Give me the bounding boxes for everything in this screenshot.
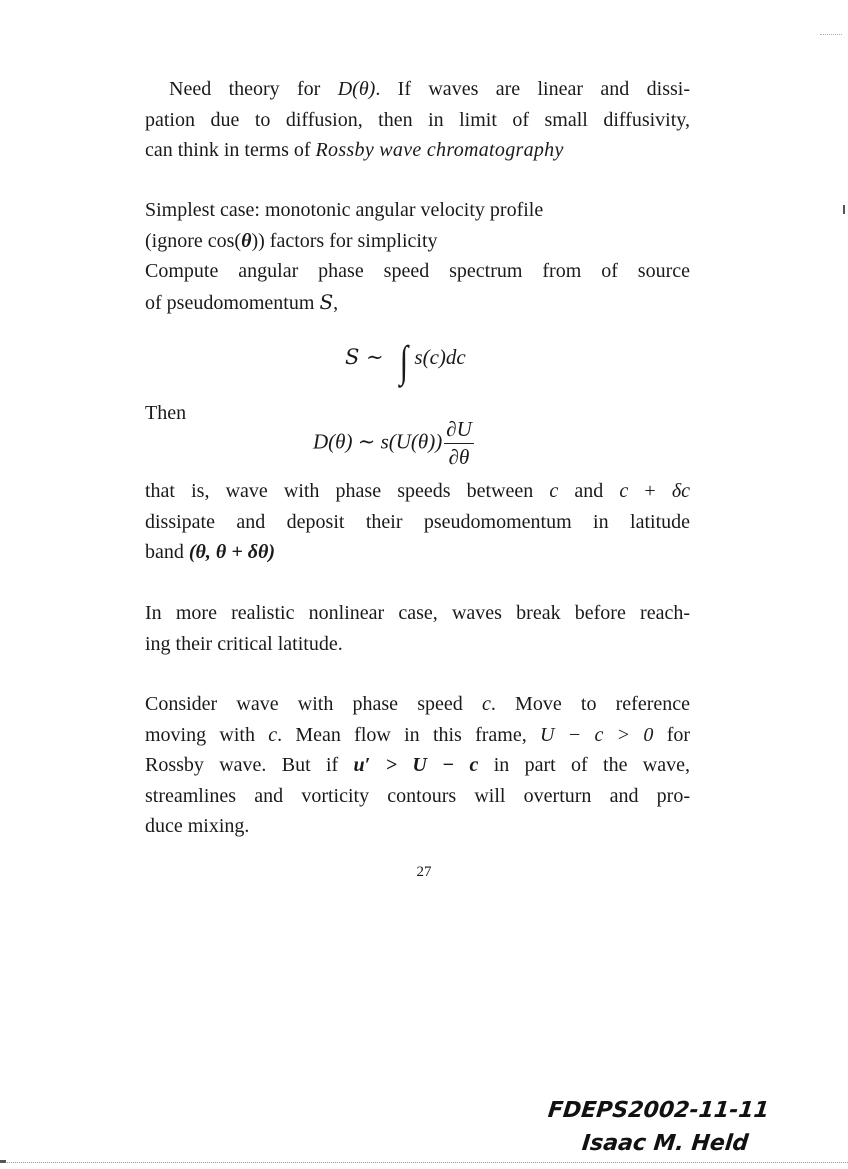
- intro-line-1: Need theory for D(θ). If waves are linear and dissi-: [169, 78, 690, 100]
- paragraph-consider-wave: [145, 689, 690, 842]
- math-D-theta: D(θ): [337, 78, 376, 100]
- paragraph-nonlinear: [145, 598, 690, 659]
- intro-line-3: can think in terms of Rossby wave chromatography: [145, 139, 564, 161]
- paragraph-simplest-case: [145, 195, 690, 318]
- equation-deposition: D(θ) ∼ s(U(θ)) $\frac{\partial U}{\partial\theta}$: [313, 417, 472, 469]
- page-number: 27: [416, 864, 432, 880]
- fraction-dU-dtheta: $\frac{\partial U}{\partial\theta}$: [446, 417, 472, 469]
- nonlinear-line-1: In more realistic nonlinear case, waves break before reach-: [145, 602, 690, 624]
- simplest-line-4: of pseudomomentum S,: [145, 289, 339, 314]
- intro-line-2: pation due to diffusion, then in limit of small diffusivity,: [145, 108, 690, 131]
- consider-line-2: moving with c. Mean flow in this frame, U − c > 0 for: [145, 723, 691, 746]
- then-label: Then: [145, 402, 187, 424]
- math-S: S: [319, 289, 334, 314]
- consider-line-4: streamlines and vorticity contours will overturn and pro-: [145, 784, 690, 807]
- stamp-author-name: Isaac M. Held: [580, 1131, 750, 1156]
- simplest-line-2: (ignore cos(θ)) factors for simplicity: [145, 229, 438, 252]
- equation-source-integral: S ∼ ∫ s(c)dc: [345, 337, 466, 386]
- thatis-line-3: band (θ, θ + δθ): [145, 541, 275, 563]
- nonlinear-line-2: ing their critical latitude.: [145, 632, 343, 655]
- thatis-line-1: that is, wave with phase speeds between c and c + δc: [145, 480, 690, 502]
- stamp-conference-date: FDEPS2002-11-11: [546, 1098, 771, 1123]
- simplest-line-3: Compute angular phase speed spectrum from of source: [145, 260, 690, 282]
- consider-line-1: Consider wave with phase speed c. Move to reference: [145, 693, 690, 715]
- paragraph-intro: [145, 74, 690, 166]
- consider-line-5: duce mixing.: [145, 815, 250, 837]
- emphasis-rossby-chromatography: Rossby wave chromatography: [315, 139, 564, 161]
- integral-sign: ∫: [400, 337, 409, 386]
- scan-edge-mark: [843, 205, 845, 214]
- math-latitude-band: (θ, θ + δθ): [188, 541, 275, 563]
- thatis-line-2: dissipate and deposit their pseudomomentum in latitude: [145, 510, 690, 533]
- paragraph-that-is: [145, 476, 690, 568]
- scan-corner-mark: [0, 1160, 6, 1163]
- consider-line-3: Rossby wave. But if u′ > U − c in part of the wave,: [145, 754, 690, 776]
- scan-bottom-edge-line: [0, 1162, 848, 1163]
- simplest-line-1: Simplest case: monotonic angular velocity profile: [145, 199, 544, 221]
- scan-top-dots: [820, 34, 842, 35]
